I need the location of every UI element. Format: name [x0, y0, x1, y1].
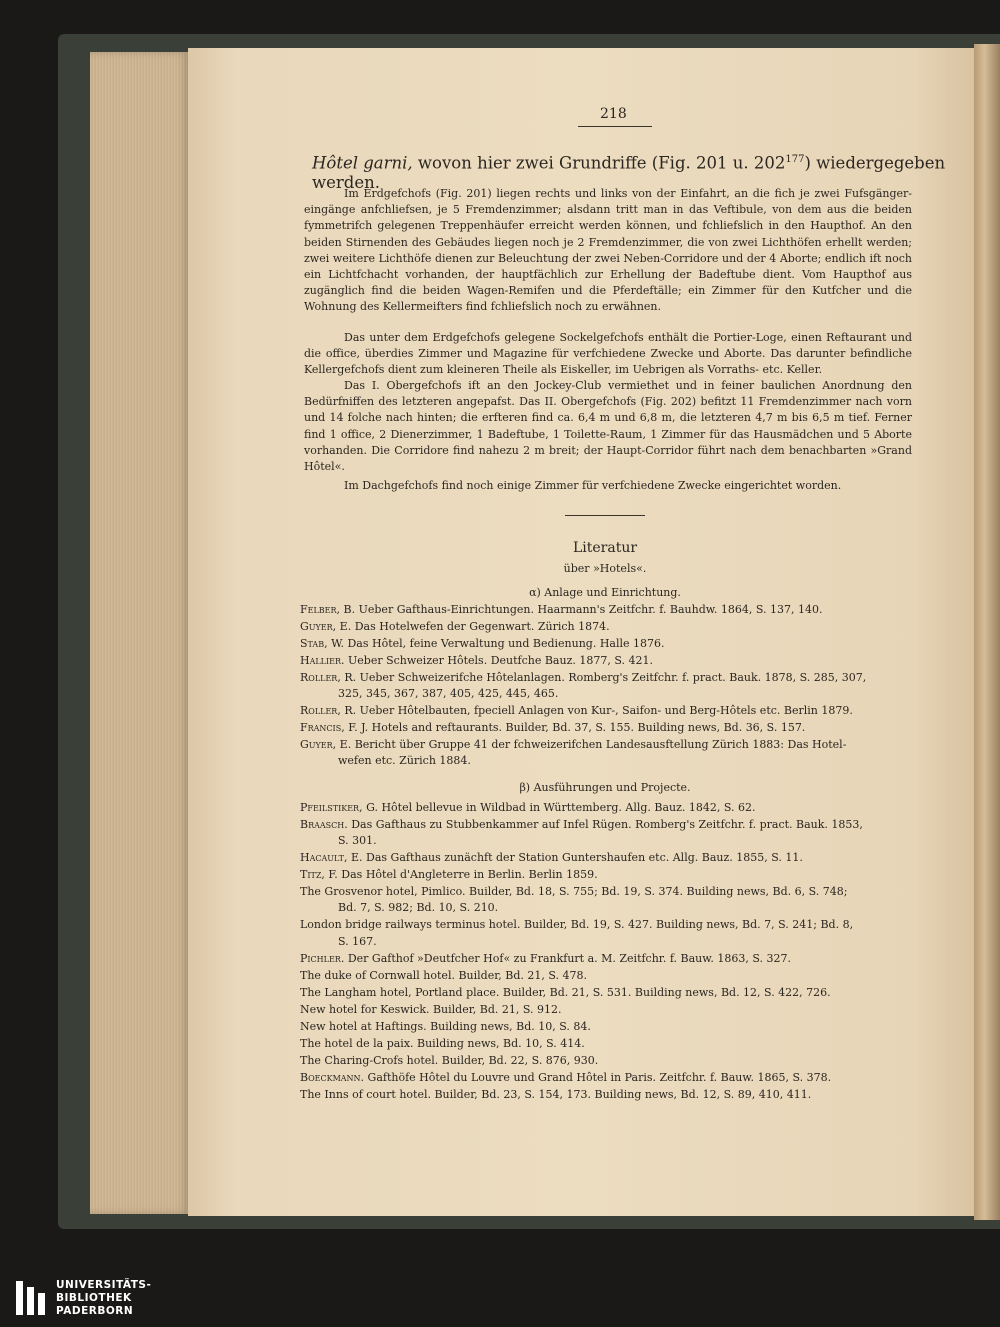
reference-author: Pfeilstiker, G.	[300, 801, 382, 814]
reference-text: Ueber Hôtelbauten, fpeciell Anlagen von Kur-, Saifon- und Berg-Hôtels etc. Berlin 1879.	[359, 704, 853, 718]
literature-title: Literatur	[572, 540, 638, 556]
reference-text: New hotel for Keswick. Builder, Bd. 21, S. 912.	[300, 1002, 562, 1016]
intro-line2: werden.	[312, 172, 380, 192]
reference-author: Roller, R.	[300, 671, 360, 684]
reference-author: Hacault, E.	[300, 851, 367, 865]
paragraph: Das I. Obergefchofs ift an den Jockey-Club vermiethet und in feiner baulichen Anordnung den Bedürfniffen des letzteren angepafst. Das II. Obergefchofs (Fig. 202) befitzt 11 Fremdenzimmer nach vorn und 14 folche nach hinten; die erfteren find ca. 6,4 m und 6,8 m, die letzteren 4,7 m bis 6,5 m tief. Ferner find 1 office, 2 Dienerzimmer, 1 Badeftube, 1 Toilette-Raum, 1 Zimmer für das Hausmädchen und 5 Aborte vorhanden. Die Corridore find nahezu 2 m breit; der Haupt-Corridor führt nach dem benachbarten »Grand Hôtel«.	[304, 379, 912, 474]
reference-author: Braasch.	[300, 818, 352, 831]
reference-entry	[300, 1053, 915, 1069]
section-divider	[565, 515, 645, 516]
reference-entry	[300, 800, 915, 816]
reference-text: The Langham hotel, Portland place. Builder, Bd. 21, S. 531. Building news, Bd. 12, S. 422, 726.	[300, 985, 831, 999]
reference-author: Boeckmann.	[300, 1070, 368, 1084]
reference-text: The Grosvenor hotel, Pimlico. Builder, Bd. 18, S. 755; Bd. 19, S. 374. Building news, Bd. 6, S. 748;	[300, 885, 848, 899]
reference-entry	[300, 867, 915, 883]
reference-text: New hotel at Haftings. Building news, Bd. 10, S. 84.	[300, 1019, 591, 1033]
reference-text: Gafthöfe Hôtel du Louvre und Grand Hôtel in Paris. Zeitfchr. f. Bauw. 1865, S. 378.	[367, 1070, 832, 1084]
intro-text: wovon hier zwei Grundriffe (Fig. 201 u. 202	[412, 153, 786, 173]
reference-author: Felber, B.	[300, 603, 359, 616]
library-logo-line2: BIBLIOTHEK	[56, 1292, 132, 1304]
reference-text: Das Hôtel d'Angleterre in Berlin. Berlin 1859.	[341, 868, 598, 882]
reference-entry	[300, 636, 915, 652]
reference-entry	[300, 968, 915, 984]
page-number: 218	[600, 106, 627, 122]
reference-author: Pichler.	[300, 951, 348, 965]
reference-entry	[300, 985, 915, 1001]
reference-text: Hotels and reftaurants. Builder, Bd. 37, S. 155. Building news, Bd. 36, S. 157.	[371, 721, 806, 735]
reference-entry	[300, 917, 915, 949]
page-edges	[90, 52, 190, 1214]
reference-entry	[300, 1036, 915, 1052]
reference-entry	[300, 1087, 915, 1103]
literature-subtitle: über »Hotels«.	[563, 562, 647, 575]
reference-text: Der Gafthof »Deutfcher Hof« zu Frankfurt a. M. Zeitfchr. f. Bauw. 1863, S. 327.	[347, 951, 791, 965]
reference-entry	[300, 737, 915, 769]
reference-entry	[300, 817, 915, 849]
reference-entry	[300, 1002, 915, 1018]
paragraph: Im Erdgefchofs (Fig. 201) liegen rechts und links von der Einfahrt, an die fich je zwei Fufsgänger-eingänge anfchliefsen, je 5 Fremdenzimmer; alsdann tritt man in das Veftibule, von dem aus die beiden fymmetrifch gelegenen Treppenhäufer erreicht werden können, und fchliefslich in den Haupthof. An den beiden Stirnenden des Gebäudes liegen noch je 2 Fremdenzimmer, die von zwei Lichthöfen erhellt werden; zwei weitere Lichthöfe dienen zur Beleuchtung der zwei Neben-Corridore und der 4 Aborte; endlich ift noch ein Lichtfchacht vorhanden, der hauptfächlich zur Erhellung der Badeftube dient. Vom Haupthof aus zugänglich find die beiden Wagen-Remifen und die Pferdeftälle; ein Zimmer für den Kutfcher und die Wohnung des Kellermeifters find fchliefslich noch zu erwähnen.	[304, 187, 912, 314]
intro-footnote: 177	[785, 154, 805, 165]
reference-text: Bericht über Gruppe 41 der fchweizerifchen Landesausftellung Zürich 1883: Das Hotel-	[354, 738, 847, 752]
reference-entry	[300, 720, 915, 736]
reference-entry	[300, 703, 915, 719]
reference-author: Francis, F. J.	[300, 721, 372, 735]
reference-entry	[300, 1019, 915, 1035]
reference-entry	[300, 653, 915, 669]
reference-continuation: S. 167.	[338, 934, 377, 948]
library-logo-icon	[14, 1279, 52, 1317]
reference-entry	[300, 1070, 915, 1086]
reference-text: The Inns of court hotel. Builder, Bd. 23, S. 154, 173. Building news, Bd. 12, S. 89, 410, 411.	[300, 1087, 812, 1101]
reference-author: Roller, R.	[300, 704, 360, 718]
reference-text: Das Gafthaus zu Stubbenkammer auf Infel Rügen. Romberg's Zeitfchr. f. pract. Bauk. 1853,	[351, 818, 863, 831]
reference-entry	[300, 850, 915, 866]
section-a-heading: α) Anlage und Einrichtung.	[529, 586, 681, 599]
reference-text: Ueber Schweizerifche Hôtelanlagen. Romberg's Zeitfchr. f. pract. Bauk. 1878, S. 285, 307,	[359, 671, 867, 684]
reference-text: Ueber Schweizer Hôtels. Deutfche Bauz. 1877, S. 421.	[348, 654, 653, 667]
reference-text: The hotel de la paix. Building news, Bd. 10, S. 414.	[300, 1036, 585, 1050]
reference-text: Das Gafthaus zunächft der Station Guntershaufen etc. Allg. Bauz. 1855, S. 11.	[366, 851, 803, 865]
reference-author: Guyer, E.	[300, 620, 355, 633]
page-gutter	[974, 44, 1000, 1220]
reference-text: The duke of Cornwall hotel. Builder, Bd. 21, S. 478.	[300, 968, 587, 982]
intro-italic: Hôtel garni,	[312, 153, 413, 173]
reference-text: Das Hotelwefen der Gegenwart. Zürich 1874.	[354, 620, 610, 633]
reference-continuation: 325, 345, 367, 387, 405, 425, 445, 465.	[338, 687, 559, 701]
section-b-heading: β) Ausführungen und Projecte.	[519, 781, 691, 794]
reference-text: The Charing-Crofs hotel. Builder, Bd. 22, S. 876, 930.	[300, 1053, 599, 1067]
library-logo-line3: PADERBORN	[56, 1305, 134, 1317]
reference-continuation: S. 301.	[338, 834, 377, 848]
reference-author: Hallier.	[300, 654, 349, 667]
page-number-rule	[578, 126, 652, 127]
intro-text2: ) wiedergegeben	[804, 153, 946, 173]
reference-entry	[300, 670, 915, 702]
reference-entry	[300, 884, 915, 916]
reference-author: Guyer, E.	[300, 738, 355, 752]
reference-continuation: Bd. 7, S. 982; Bd. 10, S. 210.	[338, 901, 499, 915]
reference-continuation: wefen etc. Zürich 1884.	[338, 754, 471, 768]
reference-text: Hôtel bellevue in Wildbad in Württemberg. Allg. Bauz. 1842, S. 62.	[381, 801, 756, 814]
reference-entry	[300, 619, 915, 635]
paragraph: Das unter dem Erdgefchofs gelegene Sockelgefchofs enthält die Portier-Loge, einen Reftaurant und die office, überdies Zimmer und Magazine für verfchiedene Zwecke und Aborte. Das darunter befindliche Kellergefchofs dient zum kleineren Theile als Eiskeller, im Uebrigen als Vorraths- etc. Keller.	[304, 331, 912, 377]
reference-text: Das Hôtel, feine Verwaltung und Bedienung. Halle 1876.	[347, 637, 665, 650]
reference-author: Stab, W.	[300, 637, 348, 650]
paragraph: Im Dachgefchofs find noch einige Zimmer für verfchiedene Zwecke eingerichtet worden.	[344, 479, 842, 492]
reference-text: Ueber Gafthaus-Einrichtungen. Haarmann's Zeitfchr. f. Bauhdw. 1864, S. 137, 140.	[358, 603, 823, 616]
reference-author: Titz, F.	[300, 868, 342, 882]
reference-entry	[300, 602, 915, 618]
reference-entry	[300, 951, 915, 967]
library-logo-line1: UNIVERSITÄTS-	[56, 1279, 152, 1291]
reference-text: London bridge railways terminus hotel. Builder, Bd. 19, S. 427. Building news, Bd. 7, S. 241; Bd. 8,	[300, 918, 854, 932]
